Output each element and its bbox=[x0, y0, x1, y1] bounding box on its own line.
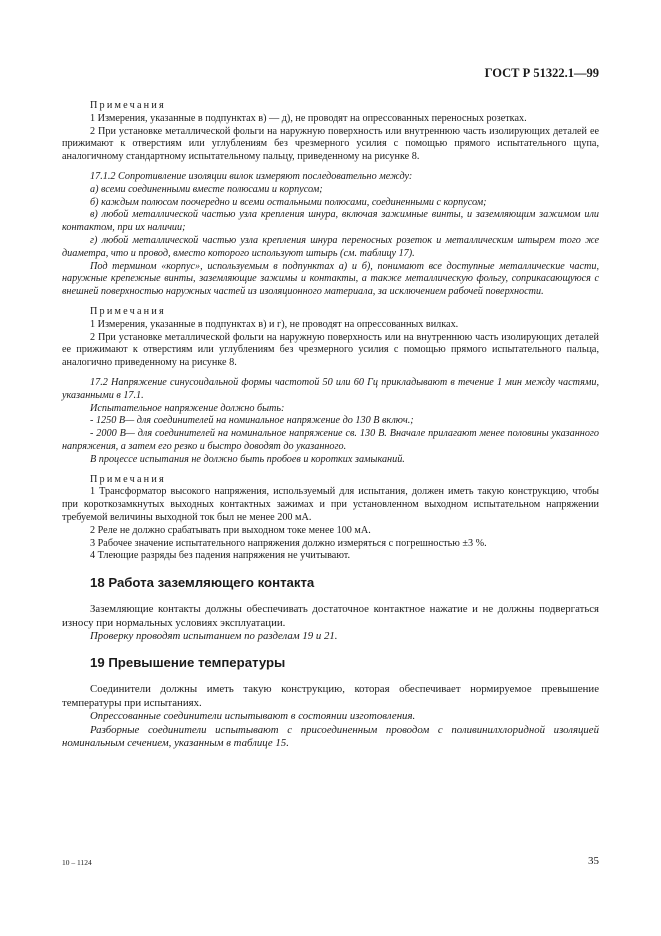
note-paragraph: 1 Трансформатор высокого напряжения, используемый для испытания, должен иметь такую конструкцию, чтобы при короткозамкнутых выходных контактных зажимах и при установленном выходном испытательном напряжении требуемой величины выходной ток был не менее 200 мА. bbox=[62, 486, 599, 523]
section-18-italic: Проверку проводят испытанием по разделам 19 и 21. bbox=[90, 629, 338, 642]
notes-title: Примечания bbox=[90, 473, 166, 485]
note-paragraph: 1 Измерения, указанные в подпунктах в) — д), не проводят на опрессованных переносных розетках. bbox=[90, 112, 527, 124]
notes-title: Примечания bbox=[90, 305, 166, 317]
note-paragraph: 2 При установке металлической фольги на наружную поверхность или внутреннюю часть изолирующих деталей ее прижимают к отверстиям или углублениям без чрезмерного усилия с помощью прямого испытательного щупа, аналогичному стандартному испытательному пальцу, приведенному на рисунке 8. bbox=[62, 125, 599, 163]
clause-17-2-intro: 17.2 Напряжение синусоидальной формы частотой 50 или 60 Гц прикладывают в течение 1 мин между частями, указанными в 17.1. bbox=[62, 376, 599, 401]
clause-list-item: б) каждым полюсом поочередно и всеми остальными полюсами, соединенными с корпусом; bbox=[90, 196, 487, 208]
print-code: 10 – 1124 bbox=[62, 858, 92, 867]
section-19-italic: Разборные соединители испытывают с присоединенным проводом с поливинилхлоридной изоляцией номинальным сечением, указанным в таблице 15. bbox=[62, 723, 599, 749]
page-number: 35 bbox=[588, 855, 599, 867]
section-18-heading: 18 Работа заземляющего контакта bbox=[90, 575, 315, 591]
note-paragraph: 1 Измерения, указанные в подпунктах в) и г), не проводят на опрессованных вилках. bbox=[90, 318, 459, 330]
clause-list-item: - 2000 В— для соединителей на номинальное напряжение св. 130 В. Вначале прилагают менее половины указанного напряжения, а затем его резко и быстро доводят до указанного. bbox=[62, 428, 599, 452]
notes-title: Примечания bbox=[90, 100, 166, 111]
clause-note: Под термином «корпус», используемым в подпунктах а) и б), понимают все доступные металлические части, наружные крепежные винты, заземляющие зажимы и контакты, а также металлическую фольгу, соприкасающуюся с внешней поверхностью наружных частей из изоляционного материала, за исключением рабочей поверхности. bbox=[62, 260, 599, 298]
section-19-heading: 19 Превышение температуры bbox=[90, 655, 286, 671]
clause-lead: Испытательное напряжение должно быть: bbox=[90, 402, 285, 414]
section-19-text: Соединители должны иметь такую конструкцию, которая обеспечивает нормируемое превышение температуры при испытаниях. bbox=[62, 683, 599, 709]
clause-list-item: в) любой металлической частью узла крепления шнура, включая зажимные винты, и заземляющим зажимом или контактом, при их наличии; bbox=[62, 209, 599, 234]
section-19-italic: Опрессованные соединители испытывают в состоянии изготовления. bbox=[90, 710, 416, 723]
clause-tail: В процессе испытания не должно быть пробоев и коротких замыканий. bbox=[90, 453, 405, 465]
clause-17-1-2-intro: 17.1.2 Сопротивление изоляции вилок измеряют последовательно между: bbox=[90, 170, 413, 182]
note-paragraph: 2 Реле не должно срабатывать при выходном токе менее 100 мА. bbox=[90, 524, 371, 536]
page-content bbox=[62, 100, 599, 750]
note-paragraph: 4 Тлеющие разряды без падения напряжения не учитывают. bbox=[90, 550, 351, 562]
document-id: ГОСТ Р 51322.1—99 bbox=[484, 66, 599, 80]
section-18-text: Заземляющие контакты должны обеспечивать достаточное контактное нажатие и не должны подвергаться износу при нормальных условиях эксплуатации. bbox=[62, 603, 599, 629]
clause-list-item: г) любой металлической частью узла крепления шнура переносных розеток и металлическим штырем того же диаметра, что и провод, вместо которого используют штырь (см. таблицу 17). bbox=[62, 234, 599, 259]
note-paragraph: 3 Рабочее значение испытательного напряжения должно измеряться с погрешностью ±3 %. bbox=[90, 537, 487, 549]
clause-list-item: а) всеми соединенными вместе полюсами и корпусом; bbox=[90, 183, 323, 195]
clause-list-item: - 1250 В— для соединителей на номинальное напряжение до 130 В включ.; bbox=[90, 415, 414, 427]
note-paragraph: 2 При установке металлической фольги на наружную поверхность или на внутреннюю часть изолирующих деталей ее прижимают к отверстиям или углублениям без чрезмерного усилия с помощью прямого испытательного пальца, аналогично приведенному на рисунке 8. bbox=[62, 331, 599, 369]
